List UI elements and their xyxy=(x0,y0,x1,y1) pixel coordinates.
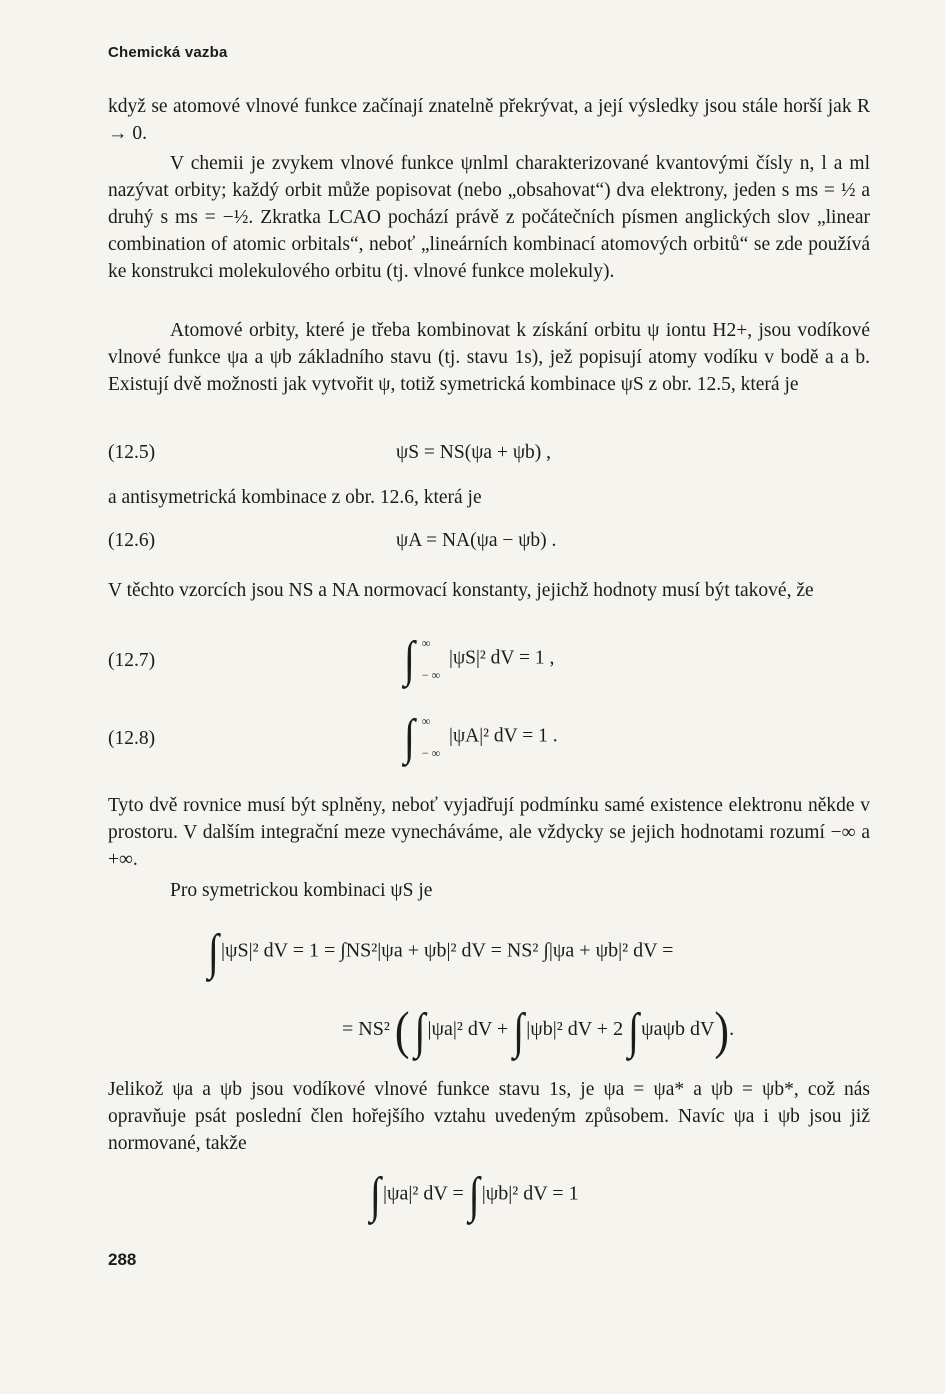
integral-sign: ∫ xyxy=(208,923,219,980)
integral-sign: ∫ xyxy=(468,1166,480,1223)
equation-12-5 xyxy=(108,442,870,472)
integral-limits: ∞ − ∞ xyxy=(421,636,441,682)
running-header: Chemická vazba xyxy=(108,44,228,61)
integral-sign: ∫ xyxy=(414,1001,426,1058)
equation-number: (12.8) xyxy=(108,728,156,749)
equation-12-8 xyxy=(108,708,870,765)
paragraph-4: a antisymetrická kombinace z obr. 12.6, která je xyxy=(108,487,482,508)
paragraph-3: Atomové orbity, které je třeba kombinovat k získání orbitu ψ iontu H2+, jsou vodíkové vlnové funkce ψa a ψb základního stavu (tj. stavu 1s), jež popisují atomy vodíku v bodě a a b. Existují dvě možnosti jak vytvořit ψ, totiž symetrická kombinace ψS z obr. 12.5, která je xyxy=(108,320,870,395)
equation-number: (12.5) xyxy=(108,442,156,463)
normalization-equation: ∫ |ψa|² dV = ∫ |ψb|² dV = 1 xyxy=(370,1166,579,1223)
equation-expression: ψA = NA(ψa − ψb) . xyxy=(396,530,557,551)
integral-sign: ∫ xyxy=(404,630,415,687)
page-number: 288 xyxy=(108,1250,137,1269)
paragraph-8: Jelikož ψa a ψb jsou vodíkové vlnové funkce stavu 1s, je ψa = ψa* a ψb = ψb*, což nás opravňuje psát poslední člen hořejšího vztahu uvedeným způsobem. Navíc ψa i ψb jsou již normované, takže xyxy=(108,1079,870,1154)
paragraph-6: Tyto dvě rovnice musí být splněny, neboť vyjadřují podmínku samé existence elektronu někde v prostoru. V dalším integrační meze vynecháváme, ale vždycky se jejich hodnotami rozumí −∞ a +∞. xyxy=(108,795,870,870)
derivation-line-2: = NS² ( ∫ |ψa|² dV + ∫ |ψb|² dV + 2 ∫ ψaψb dV). xyxy=(342,1001,735,1060)
paragraph-5: V těchto vzorcích jsou NS a NA normovací konstanty, jejichž hodnoty musí být takové, že xyxy=(108,580,814,601)
paragraph-7: Pro symetrickou kombinaci ψS je xyxy=(170,880,433,901)
integral-sign: ∫ xyxy=(513,1001,525,1058)
equation-number: (12.7) xyxy=(108,650,156,671)
integral-sign: ∫ xyxy=(370,1166,381,1223)
paragraph-2: V chemii je zvykem vlnové funkce ψnlml charakterizované kvantovými čísly n, l a ml nazývat orbity; každý orbit může popisovat (nebo „obsahovat“) dva elektrony, jeden s ms = ½ a druhý s ms = −½. Zkratka LCAO pochází právě z počátečních písmen anglických slov „linear combination of atomic orbitals“, neboť „lineárních kombinací atomových orbitů“ se zde používá ke konstrukci molekulového orbitu (tj. vlnové funkce molekuly). xyxy=(108,153,870,282)
paragraph-1: když se atomové vlnové funkce začínají znatelně překrývat, a její výsledky jsou stále horší jak R → 0. xyxy=(108,96,870,144)
integral-sign: ∫ xyxy=(628,1001,640,1058)
equation-12-6 xyxy=(108,530,870,560)
equation-expression: |ψS|² dV = 1 , xyxy=(449,647,555,669)
derivation-line-1: ∫ |ψS|² dV = 1 = ∫NS²|ψa + ψb|² dV = NS² ∫|ψa + ψb|² dV = xyxy=(208,923,674,980)
integral-sign: ∫ xyxy=(404,708,415,765)
equation-expression: |ψA|² dV = 1 . xyxy=(449,725,558,747)
integral-limits: ∞ − ∞ xyxy=(421,714,441,760)
equation-12-7 xyxy=(108,630,870,687)
equation-number: (12.6) xyxy=(108,530,156,551)
equation-expression: ψS = NS(ψa + ψb) , xyxy=(396,442,552,463)
